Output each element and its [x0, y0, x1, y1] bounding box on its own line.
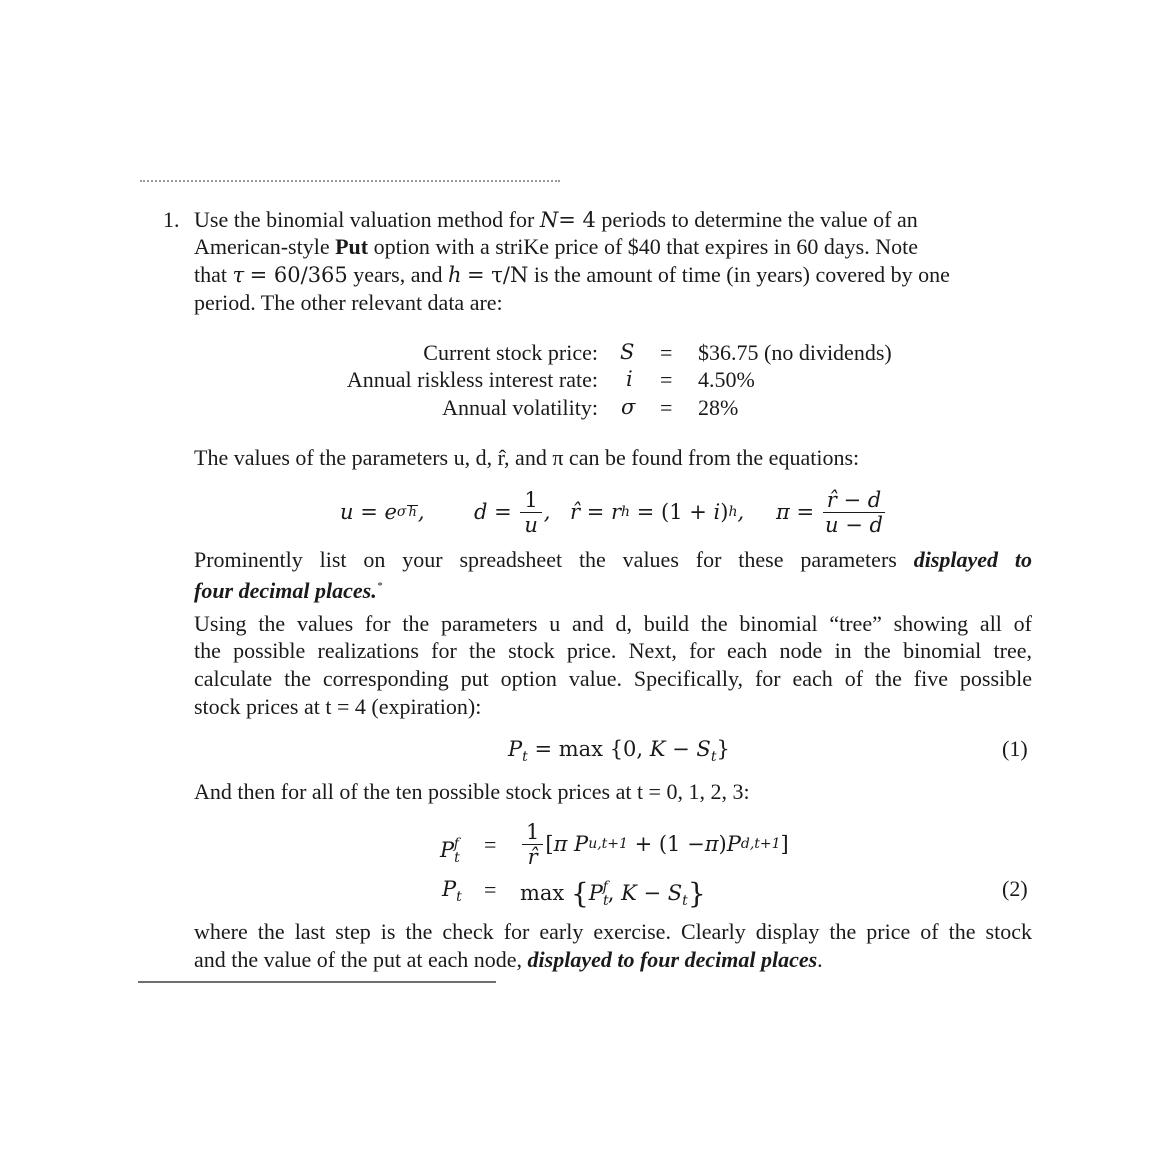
intro-line-1: Use the binomial valuation method for N= 4 periods to determine the value of an: [194, 207, 918, 232]
equation-2b-lhs: $P_t$: [442, 877, 462, 905]
params-instruction-line-1: Prominently list on your spreadsheet the values for these parameters displayed to: [194, 547, 1032, 572]
tree-paragraph-line-4: stock prices at t = 4 (expiration):: [194, 694, 482, 719]
closing-line-1: where the last step is the check for early exercise. Clearly display the price of the stock: [194, 919, 1032, 944]
value-interest-rate: 4.50%: [698, 367, 755, 392]
label-interest-rate: Annual riskless interest rate:: [346, 367, 598, 392]
equation-2a-lhs: $P_t^f$: [440, 836, 460, 866]
equation-2a-rhs: $\frac{1}{r̂}$ [ π P u,t+1 + (1 − π ) P d,t+1 ]: [520, 816, 789, 872]
eq-i: =: [660, 367, 673, 392]
symbol-S: S: [620, 340, 635, 364]
label-stock-price: Current stock price:: [423, 340, 598, 365]
cropped-text-remnant: [140, 180, 560, 186]
label-volatility: Annual volatility:: [442, 395, 598, 420]
equation-u: u = e σ h ,: [340, 499, 425, 524]
equation-2-number: (2): [1002, 876, 1028, 901]
equation-1: $P_t = \max \{0$, $K - S_t$}: [508, 737, 730, 765]
intro-line-4: period. The other relevant data are:: [194, 290, 503, 315]
equation-2b-eq: =: [484, 877, 497, 902]
eq-sigma: =: [660, 395, 673, 420]
closing-line-2: and the value of the put at each node, displayed to four decimal places.: [194, 947, 823, 972]
then-text: And then for all of the ten possible stock prices at t = 0, 1, 2, 3:: [194, 779, 750, 804]
equation-2b-rhs: $\max \{P_t^f$, $K - S_t$}: [520, 877, 706, 910]
problem-number: 1.: [163, 207, 180, 232]
equation-d: d = $\frac{1}{u}$ ,: [474, 487, 551, 537]
equation-1-number: (1): [1002, 736, 1028, 761]
equation-pi: π = $\frac{r̂ - d}{u - d}$: [776, 484, 887, 540]
tree-paragraph-line-1: Using the values for the parameters u and d, build the binomial “tree” showing all of: [194, 611, 1032, 636]
intro-line-3: that τ = 60/365 years, and h = τ/N is the amount of time (in years) covered by one: [194, 262, 950, 287]
params-intro: The values of the parameters u, d, r̂, and π can be found from the equations:: [194, 445, 860, 470]
footnote-rule: [138, 981, 496, 983]
tree-paragraph-line-3: calculate the corresponding put option value. Specifically, for each of the five possible: [194, 666, 1032, 691]
params-instruction-line-2: four decimal places.*: [194, 578, 383, 603]
intro-line-2: American-style Put option with a striKe price of $40 that expires in 60 days. Note: [194, 234, 918, 259]
equation-2a-eq: =: [484, 832, 497, 857]
equation-r-hat: r̂ = r h = (1 + i ) h ,: [570, 499, 745, 524]
symbol-sigma: σ: [621, 395, 636, 419]
tree-paragraph-line-2: the possible realizations for the stock price. Next, for each node in the binomial tree,: [194, 638, 1032, 663]
put-keyword: Put: [335, 234, 369, 259]
symbol-i: i: [626, 367, 633, 391]
eq-S: =: [660, 340, 673, 365]
value-stock-price: $36.75 (no dividends): [698, 340, 892, 365]
value-volatility: 28%: [698, 395, 739, 420]
